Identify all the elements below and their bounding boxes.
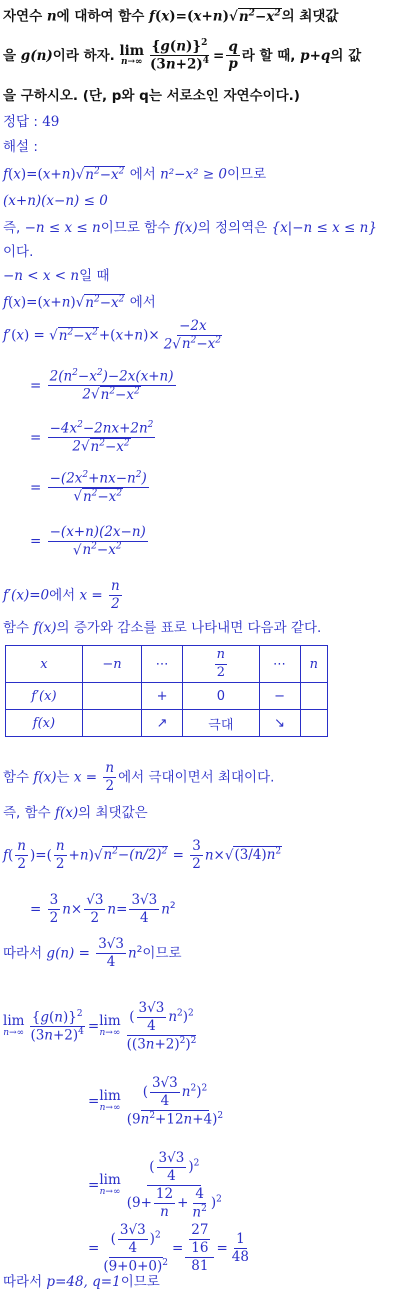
table-cell bbox=[82, 683, 141, 710]
step-interval: −n < x < n일 때 bbox=[3, 268, 110, 284]
step-domain-result: 즉, −n ≤ x ≤ n이므로 함수 f(x)의 정의역은 {x|−n ≤ x ≤ n} bbox=[3, 220, 377, 236]
step-maximum-location: 함수 f(x)는 x = $\frac{n}{2}$ 에서 극대이면서 최대이다. bbox=[3, 760, 275, 794]
step-table-intro: 함수 f(x)의 증가와 감소를 표로 나타내면 다음과 같다. bbox=[3, 620, 322, 636]
sign-table bbox=[5, 645, 328, 737]
explanation-label: 해설 : bbox=[3, 139, 38, 155]
table-cell bbox=[300, 683, 327, 710]
table-cell: + bbox=[142, 683, 183, 710]
table-cell: 극대 bbox=[183, 710, 259, 737]
table-cell bbox=[82, 710, 141, 737]
table-cell: f(x) bbox=[6, 710, 83, 737]
table-cell: 0 bbox=[183, 683, 259, 710]
sign-table-function-row bbox=[6, 710, 328, 737]
step-derivative-3: = $\frac{-4x^2-2nx+2n^2}{2√n^2-x^2}$ bbox=[30, 420, 154, 455]
step-maximum-intro: 즉, 함수 f(x)의 최댓값은 bbox=[3, 805, 148, 821]
step-derivative-4: = $\frac{-(2x^2+nx-n^2)}{√n^2-x^2}$ bbox=[30, 470, 147, 505]
step-maximum-value-1: f( $\frac{n}{2}$ )=( $\frac{n}{2}$ $+n)√n^2-(n/2)^2$ = $\frac{3}{2}$ $n\times√(3/4)n^2$ bbox=[3, 838, 282, 872]
step-derivative-1: $f'(x) = √n^2-x^2+(x+n)\times$ $\frac{-2x}{2√n^2-x^2}$ bbox=[3, 318, 222, 353]
table-cell: n bbox=[300, 646, 327, 683]
step-inequality: (x+n)(x−n) ≤ 0 bbox=[3, 193, 108, 209]
table-cell: −n bbox=[82, 646, 141, 683]
step-derivative-5: = $\frac{-(x+n)(2x-n)}{√n^2-x^2}$ bbox=[30, 524, 146, 559]
step-limit-4: = ( $\frac{3√3}{4}$ )$^2$ $(9+0+0)^2$ = $\frac{\frac{27}{16}}{81}$ = $\frac{1}{48}$ bbox=[88, 1222, 249, 1275]
table-cell: − bbox=[259, 683, 300, 710]
step-limit-1: lim n→∞ $\frac{\{g(n)\}^2}{(3n+2)^4}$ = lim n→∞ ( $\frac{3√3}{4}$ $n^2)^2$ $((3n+2)^2)^2$ bbox=[3, 1000, 197, 1053]
step-critical-point: f′(x)=0에서 x = $\frac{n}{2}$ bbox=[3, 578, 120, 612]
table-cell: ⋯ bbox=[142, 646, 183, 683]
step-limit-2: = lim n→∞ ( $\frac{3√3}{4}$ $n^2)^2$ $(9n^2+12n+4)^2$ bbox=[88, 1075, 224, 1128]
step-domain-end: 이다. bbox=[3, 244, 34, 260]
table-cell: x bbox=[6, 646, 83, 683]
sign-table-header-row bbox=[6, 646, 328, 683]
step-limit-3: = lim n→∞ ( $\frac{3√3}{4}$ )$^2$ (9+ $\frac{12}{n}$ + $\frac{4}{n^2}$ )$^2$ bbox=[88, 1150, 222, 1221]
table-cell: ↘ bbox=[259, 710, 300, 737]
table-cell: ↗ bbox=[142, 710, 183, 737]
sign-table-derivative-row bbox=[6, 683, 328, 710]
step-final: 따라서 p=48, q=1이므로 bbox=[3, 1274, 160, 1290]
answer-line: 정답 : 49 bbox=[3, 114, 60, 130]
problem-line-2: 을 g(n)이라 하자. lim n→∞ $\frac{\{g(n)\}^2}{(3n+2)^4}$ = $\frac{q}{p}$ 라 할 때, p+q의 값 bbox=[3, 38, 362, 73]
step-domain: $f(x)=(x+n)√n^2-x^2$ 에서 n²−x² ≥ 0이므로 bbox=[3, 166, 267, 183]
step-derivative-2: = $\frac{2(n^2-x^2)-2x(x+n)}{2√n^2-x^2}$ bbox=[30, 368, 174, 403]
problem-line-1: 자연수 n에 대하여 함수 $f(x)=(x+n)√n^2-x^2$의 최댓값 bbox=[3, 8, 339, 25]
table-cell bbox=[300, 710, 327, 737]
step-function: $f(x)=(x+n)√n^2-x^2$ 에서 bbox=[3, 294, 156, 311]
table-cell: f′(x) bbox=[6, 683, 83, 710]
step-g-definition: 따라서 g(n) = $\frac{3√3}{4}$ $n^2$이므로 bbox=[3, 936, 182, 970]
step-maximum-value-2: = $\frac{3}{2}$ n× $\frac{√3}{2}$ n= $\frac{3√3}{4}$ $n^2$ bbox=[30, 892, 176, 926]
problem-line-3: 을 구하시오. (단, p와 q는 서로소인 자연수이다.) bbox=[3, 88, 300, 104]
table-cell: $\frac{n}{2}$ bbox=[183, 646, 259, 683]
table-cell: ⋯ bbox=[259, 646, 300, 683]
